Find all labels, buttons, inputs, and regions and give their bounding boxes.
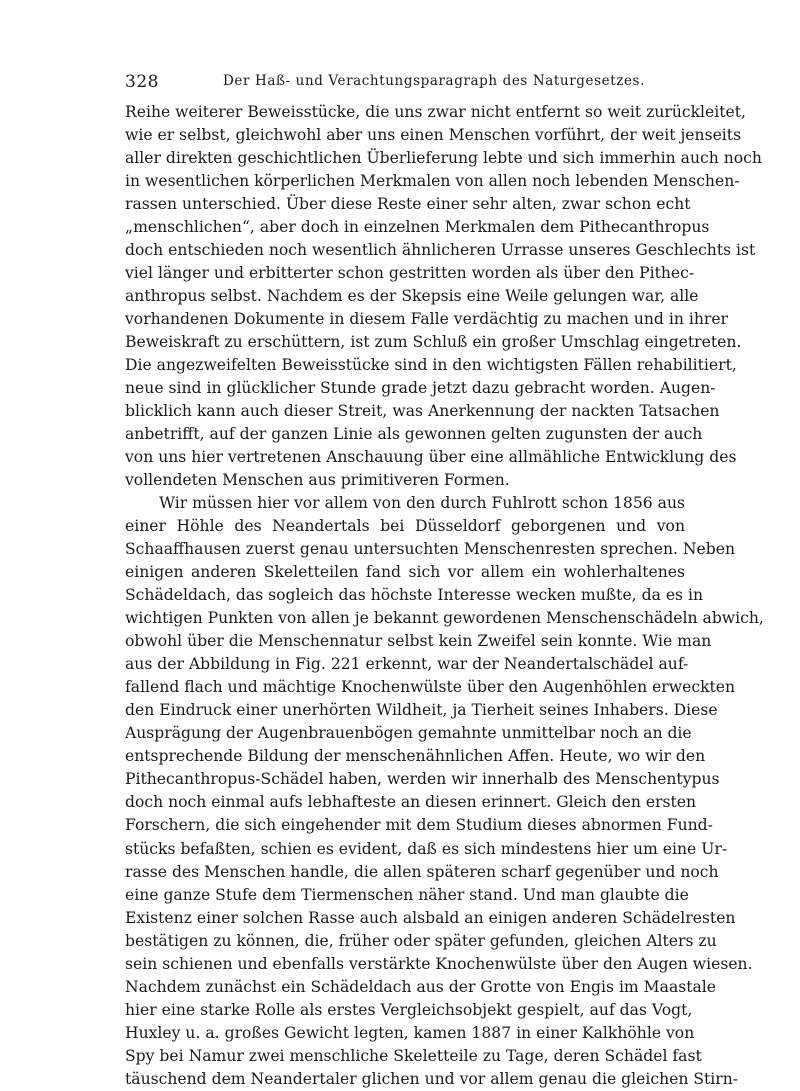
text-line: obwohl über die Menschennatur selbst kein Zweifel sein konnte. Wie man [125, 632, 712, 651]
text-line: in wesentlichen körperlichen Merkmalen von allen noch lebenden Menschen- [125, 172, 740, 191]
paragraph [125, 492, 764, 1090]
text-line: Huxley u. a. großes Gewicht legten, kamen 1887 in einer Kalkhöhle von [125, 1023, 695, 1042]
text-line: Ausprägung der Augenbrauenbögen gemahnte unmittelbar noch an die [125, 724, 692, 743]
text-line: Schädeldach, das sogleich das höchste Interesse wecken mußte, da es in [125, 586, 704, 605]
text-line: täuschend dem Neandertaler glichen und vor allem genau die gleichen Stirn- [125, 1069, 739, 1088]
text-line: wichtigen Punkten von allen je bekannt gewordenen Menschenschädeln abwich, [125, 609, 764, 628]
text-line: Wir müssen hier vor allem von den durch Fuhlrott schon 1856 aus [159, 494, 685, 513]
text-line: Reihe weiterer Beweisstücke, die uns zwar nicht entfernt so weit zurückleitet, [125, 103, 746, 121]
text-line: doch entschieden noch wesentlich ähnlicheren Urrasse unseres Geschlechts ist [125, 241, 756, 260]
text-line: vorhandenen Dokumente in diesem Falle verdächtig zu machen und in ihrer [125, 310, 729, 329]
body-text [125, 101, 764, 1091]
text-line: wie er selbst, gleichwohl aber uns einen Menschen vorführt, der weit jenseits [125, 126, 742, 145]
text-line: vollendeten Menschen aus primitiveren Formen. [125, 471, 510, 490]
text-line: aller direkten geschichtlichen Überlieferung lebte und sich immerhin auch noch [125, 149, 762, 168]
text-line: Nachdem zunächst ein Schädeldach aus der Grotte von Engis im Maastale [125, 977, 717, 996]
text-line: aus der Abbildung in Fig. 221 erkennt, war der Neandertalschädel auf- [125, 655, 689, 674]
text-line: viel länger und erbitterter schon gestritten worden als über den Pithec- [125, 264, 695, 283]
text-line: bestätigen zu können, die, früher oder später gefunden, gleichen Alters zu [125, 931, 717, 950]
text-line: doch noch einmal aufs lebhafteste an diesen erinnert. Gleich den ersten [125, 793, 697, 812]
text-line: einigen anderen Skeletteilen fand sich vor allem ein wohlerhaltenes [125, 563, 685, 582]
text-line: neue sind in glücklicher Stunde grade jetzt dazu gebracht worden. Augen- [125, 379, 716, 398]
page-number: 328 [125, 72, 159, 92]
text-line: Beweiskraft zu erschüttern, ist zum Schluß ein großer Umschlag eingetreten. [125, 333, 742, 352]
text-line: von uns hier vertretenen Anschauung über eine allmähliche Entwicklung des [125, 448, 737, 467]
text-line: eine ganze Stufe dem Tiermenschen näher stand. Und man glaubte die [125, 885, 689, 904]
text-line: Spy bei Namur zwei menschliche Skeletteile zu Tage, deren Schädel fast [125, 1046, 702, 1065]
page-header [125, 72, 685, 94]
text-line: rasse des Menschen handle, die allen späteren scharf gegenüber und noch [125, 862, 719, 881]
text-line: blicklich kann auch dieser Streit, was Anerkennung der nackten Tatsachen [125, 402, 720, 421]
text-line: sein schienen und ebenfalls verstärkte Knochenwülste über den Augen wiesen. [125, 954, 753, 973]
running-head: Der Haß- und Verachtungsparagraph des Naturgesetzes. [223, 73, 645, 89]
text-line: Existenz einer solchen Rasse auch alsbald an einigen anderen Schädelresten [125, 908, 736, 927]
text-line: hier eine starke Rolle als erstes Vergleichsobjekt gespielt, auf das Vogt, [125, 1000, 693, 1019]
text-line: fallend flach und mächtige Knochenwülste über den Augenhöhlen erweckten [125, 678, 736, 697]
paragraph [125, 101, 762, 492]
text-line: den Eindruck einer unerhörten Wildheit, ja Tierheit seines Inhabers. Diese [125, 701, 718, 720]
text-line: Die angezweifelten Beweisstücke sind in den wichtigsten Fällen rehabilitiert, [125, 356, 737, 375]
text-line: Pithecanthropus-Schädel haben, werden wir innerhalb des Menschentypus [125, 770, 720, 789]
text-line: rassen unterschied. Über diese Reste einer sehr alten, zwar schon echt [125, 195, 691, 214]
text-line: Forschern, die sich eingehender mit dem Studium dieses abnormen Fund- [125, 816, 713, 835]
text-line: anbetrifft, auf der ganzen Linie als gewonnen gelten zugunsten der auch [125, 425, 703, 444]
text-line: entsprechende Bildung der menschenähnlichen Affen. Heute, wo wir den [125, 747, 706, 766]
text-line: anthropus selbst. Nachdem es der Skepsis eine Weile gelungen war, alle [125, 287, 699, 306]
text-line: „menschlichen“, aber doch in einzelnen Merkmalen dem Pithecanthropus [125, 218, 710, 237]
text-line: stücks befaßten, schien es evident, daß es sich mindestens hier um eine Ur- [125, 839, 728, 858]
text-line: Schaaffhausen zuerst genau untersuchten Menschenresten sprechen. Neben [125, 540, 736, 559]
text-line: einer Höhle des Neandertals bei Düsseldorf geborgenen und von [125, 517, 685, 536]
